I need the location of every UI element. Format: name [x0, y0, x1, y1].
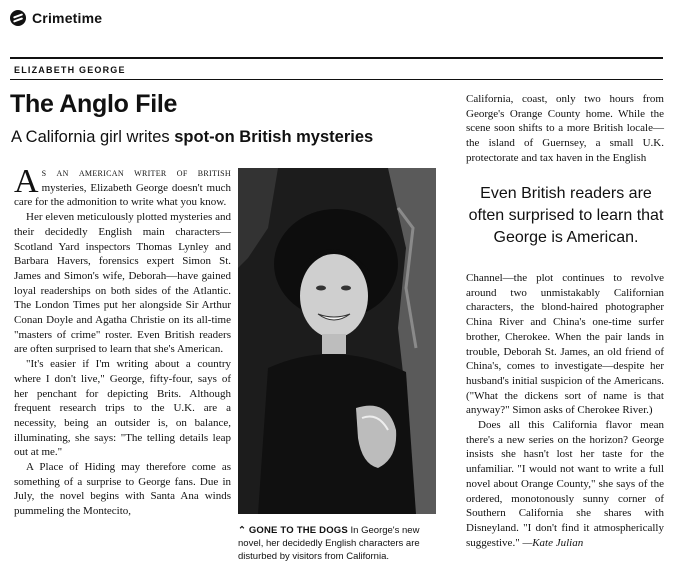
- author-signature: —Kate Julian: [522, 536, 584, 549]
- paragraph: mysteries, Elizabeth George doesn't much care for the admonition to write what you know.: [14, 181, 231, 209]
- crimetime-logo-icon: [10, 10, 26, 26]
- byline-rule: [10, 79, 663, 80]
- opening-small-caps: s an american writer of british: [41, 167, 231, 179]
- caption-heading: GONE TO THE DOGS: [248, 525, 348, 536]
- paragraph: [466, 418, 664, 550]
- opening-paragraph: [14, 163, 231, 210]
- section-header: [10, 6, 102, 30]
- caption-text: In George's new novel, her decidedly English characters are disturbed by visitors from California.: [238, 525, 420, 562]
- photo-caption: [238, 524, 438, 563]
- pull-quote: Even British readers are often surprised to learn that George is American.: [468, 185, 664, 246]
- paragraph: A Place of Hiding may therefore come as something of a surprise to George fans. Due in July, the novel begins with Santa Ana winds pummeling the Montecito,: [14, 461, 231, 518]
- subtitle-emphasis: spot-on British mysteries: [174, 128, 374, 146]
- paragraph: California, coast, only two hours from George's Orange County home. While the scene soon shifts to a more British locale—the island of Guernsey, a small U.K. protectorate and tax haven in the English: [466, 93, 664, 164]
- body-column-3-bottom: [466, 271, 664, 550]
- byline: ELIZABETH GEORGE: [14, 65, 126, 75]
- closing-paragraph-text: Does all this California flavor mean there's a new series on the horizon? George insists she hasn't lost her taste for the unfamiliar. "I would not want to write a full novel about Orange County," she says of the ordered, monotonously sunny corner of Southern California she shares with Disneyland. "I don't find it atmospherically suggestive.": [466, 419, 664, 549]
- body-column-1: [14, 163, 231, 519]
- body-column-3-top: [466, 92, 664, 166]
- caption-glyph: ⌃: [238, 525, 247, 536]
- subtitle-lead: A California girl writes: [11, 128, 170, 146]
- paragraph: "It's easier if I'm writing about a country where I don't live," George, fifty-four, says of her penchant for depicting Brits. Although frequent research trips to the U.K. are a necessity, being an outsider is, on balance, illuminating, she says: "The telling details leap out at me.": [14, 358, 231, 459]
- article-subtitle: [11, 128, 373, 147]
- top-rule: [10, 57, 663, 59]
- paragraph: Her eleven meticulously plotted mysteries and their decidedly English main characters—Scotland Yard inspectors Thomas Lynley and Barbara Havers, forensics expert Simon St. James and Simon's wife, Deborah—have gained loyal readerships on both sides of the Atlantic. The London Times put her alongside Sir Arthur Conan Doyle and Agatha Christie on its all-time "masters of crime" roster. Even British readers are often surprised to learn that she's American.: [14, 211, 231, 356]
- section-name: Crimetime: [32, 10, 103, 26]
- paragraph: Channel—the plot continues to revolve around two unmistakably Californian characters, the blond-haired photographer China River and China's one-time surfer brother, Cherokee. When the pair lands in trouble, Deborah St. James, an old friend of China's, comes to investigate—despite her husband's initial suspicion of the Americans. ("What the dickens sort of name is that anyway?" Simon asks of Cherokee River.): [466, 272, 664, 417]
- drop-cap: A: [14, 163, 39, 200]
- article-title: The Anglo File: [10, 90, 178, 118]
- author-portrait-image: [238, 168, 436, 514]
- author-photo: [238, 168, 436, 514]
